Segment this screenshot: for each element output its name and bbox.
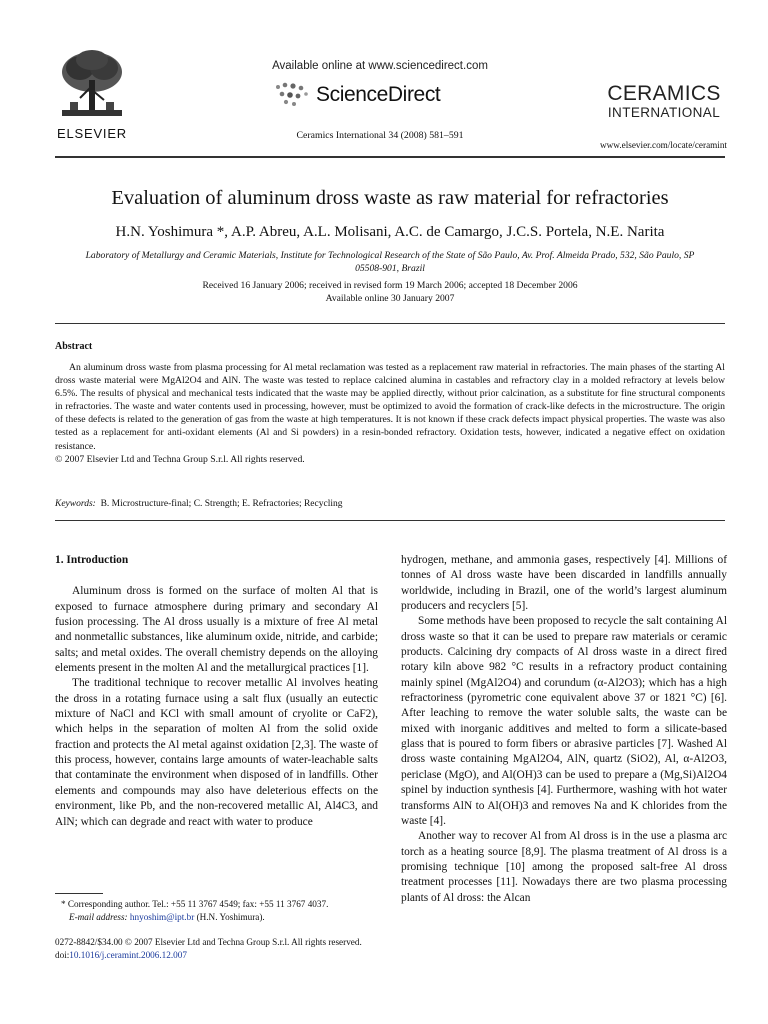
email-link[interactable]: hnyoshim@ipt.br	[129, 912, 195, 922]
journal-url[interactable]: www.elsevier.com/locate/ceramint	[600, 140, 727, 150]
paragraph: Some methods have been proposed to recycle the salt containing Al dross waste so that it can be used to prepare raw materials or ceramic products. Calcining dry compacts of Al dross waste in a direct fired rotary kiln above 982 °C results in a refractory product containing mainly spinel (MgAl2O4) and corundum (α-Al2O3); which has a high refractoriness (pyrometric cone equivalent above 37 or 1821 °C) [6]. After leaching to remove the water soluble salts, the waste can be mixed with inorganic additives and melted to form a silicate-based glass that is poured to form fibers or abrasive particles [7]. Washed Al dross waste containing MgAl2O4, AlN, quartz (SiO2), Al, α-Al2O3, periclase (MgO), and Al(OH)3 can be used to prepare a (Mg,Si)Al2O4 spinel by induction synthesis [4]. Furthermore, washing with hot water transforms AlN to Al(OH)3 and removes Na and K chlorides from the waste [4].	[401, 615, 727, 827]
abstract-body	[55, 361, 725, 466]
article-authors	[55, 224, 725, 241]
journal-title	[604, 83, 724, 121]
copyright-line: © 2007 Elsevier Ltd and Techna Group S.r.l. All rights reserved.	[55, 453, 305, 465]
doi-label: doi:	[55, 950, 70, 960]
publisher-name: ELSEVIER	[57, 126, 127, 141]
journal-title-line2: INTERNATIONAL	[607, 105, 721, 120]
available-date: Available online 30 January 2007	[325, 293, 455, 304]
paragraph: The traditional technique to recover metallic Al involves heating the dross in a rotating furnace using a salt flux (usually an eutectic mixture of NaCl and KCl with small amount of cryolite or CaF2), which helps in the separation of molten Al from the solid oxide fraction and protects the Al metal against oxidation [2,3]. The waste of this process, however, contains large amounts of water-leachable salts that contaminate the environment when disposed of in landfills. Other elements and compounds may also have deleterious effects on the environment, like Pb, and the non-recovered metallic Al, Al4C3, and AlN; which can degrade and react with water to produce	[55, 677, 378, 828]
abstract-top-rule	[55, 323, 725, 324]
email-owner: (H.N. Yoshimura).	[196, 912, 265, 922]
received-dates: Received 16 January 2006; received in revised form 19 March 2006; accepted 18 December 2006	[202, 280, 578, 291]
keywords-label: Keywords:	[55, 499, 96, 509]
elsevier-logo	[52, 46, 132, 126]
section-heading: 1. Introduction	[55, 554, 129, 566]
sciencedirect-dots-icon	[272, 77, 314, 111]
journal-citation: Ceramics International 34 (2008) 581–591	[296, 130, 464, 141]
footnote-marker: *	[61, 899, 66, 909]
footnote	[55, 898, 385, 924]
keywords-line	[55, 499, 342, 509]
abstract-bottom-rule	[55, 520, 725, 521]
elsevier-tree-icon	[52, 46, 132, 126]
journal-title-line1: CERAMICS	[607, 82, 721, 105]
authors-text: H.N. Yoshimura *, A.P. Abreu, A.L. Molisani, A.C. de Camargo, J.C.S. Portela, N.E. Narita	[115, 224, 665, 240]
page-footer	[55, 936, 725, 962]
paragraph: hydrogen, methane, and ammonia gases, respectively [4]. Millions of tonnes of Al dross waste have been discarded in landfills annually worldwide, including in Brazil, one of the world’s largest aluminum producers and recyclers [5].	[401, 554, 727, 613]
corresponding-author-text: Corresponding author. Tel.: +55 11 3767 4549; fax: +55 11 3767 4037.	[67, 899, 329, 909]
keywords-list: B. Microstructure-final; C. Strength; E. Refractories; Recycling	[100, 499, 343, 509]
header-rule	[55, 156, 725, 158]
paragraph: Another way to recover Al from Al dross is in the use a plasma arc torch as a heating source [8,9]. The plasma treatment of Al dross is a promising technique [10] among the proposed salt-free Al dross treatment processes [11]. Nowadays there are two plasma processing plants of Al dross: the Alcan	[401, 830, 727, 904]
sciencedirect-logo	[272, 77, 472, 111]
footnote-rule	[55, 893, 103, 894]
author-affiliation: Laboratory of Metallurgy and Ceramic Materials, Institute for Technological Research of the State of São Paulo, Av. Prof. Almeida Prado, 532, São Paulo, SP 05508-901, Brazil	[85, 250, 695, 274]
left-column	[55, 553, 378, 830]
doi-line	[55, 949, 725, 962]
sciencedirect-wordmark: ScienceDirect	[316, 83, 441, 106]
abstract-heading: Abstract	[55, 341, 93, 352]
corresponding-author-note	[55, 898, 385, 911]
article-dates	[55, 279, 725, 305]
paragraph: Aluminum dross is formed on the surface of molten Al that is exposed to furnace atmosphere during primary and secondary Al fusion processing. The Al dross usually is a mixture of free Al metal and nonmetallic substances, like aluminum oxide, nitride, and carbide; salts; and metal oxides. The overall chemistry depends on the alloying elements present in the molten Al and the metallurgical practices [1].	[55, 585, 378, 675]
article-title: Evaluation of aluminum dross waste as raw material for refractories	[111, 187, 669, 209]
email-label: E-mail address:	[69, 912, 128, 922]
doi-link[interactable]: 10.1016/j.ceramint.2006.12.007	[69, 950, 187, 960]
right-column	[401, 553, 727, 906]
available-online-text: Available online at www.sciencedirect.com	[272, 60, 488, 72]
issn-line: 0272-8842/$34.00 © 2007 Elsevier Ltd and Techna Group S.r.l. All rights reserved.	[55, 937, 362, 947]
abstract-text: An aluminum dross waste from plasma processing for Al metal reclamation was tested as a replacement raw material in refractories. The main phases of the starting Al dross waste material were MgAl2O4 and AlN. The waste was tested to replace calcined alumina in castables and refractory clay in a molded refractory at levels below 6.5%. The results of physical and mechanical tests indicated that the waste may be applied directly, without prior calcination, as a substitute for fine structural components in refractories. The waste and water contents used in processing, however, must be optimized to avoid the formation of crack-like defects in the microstructure. The origin of these defects is related to the generation of gas from the waste at high temperatures. It is not known if these crack defects impact physical properties. The waste was also tested as a replacement for anti-oxidant elements (Al and Si powders) in a resin-bonded refractory. Oxidation tests, however, indicated a negative effect on oxidation resistance.	[55, 362, 725, 452]
email-line	[55, 911, 385, 924]
